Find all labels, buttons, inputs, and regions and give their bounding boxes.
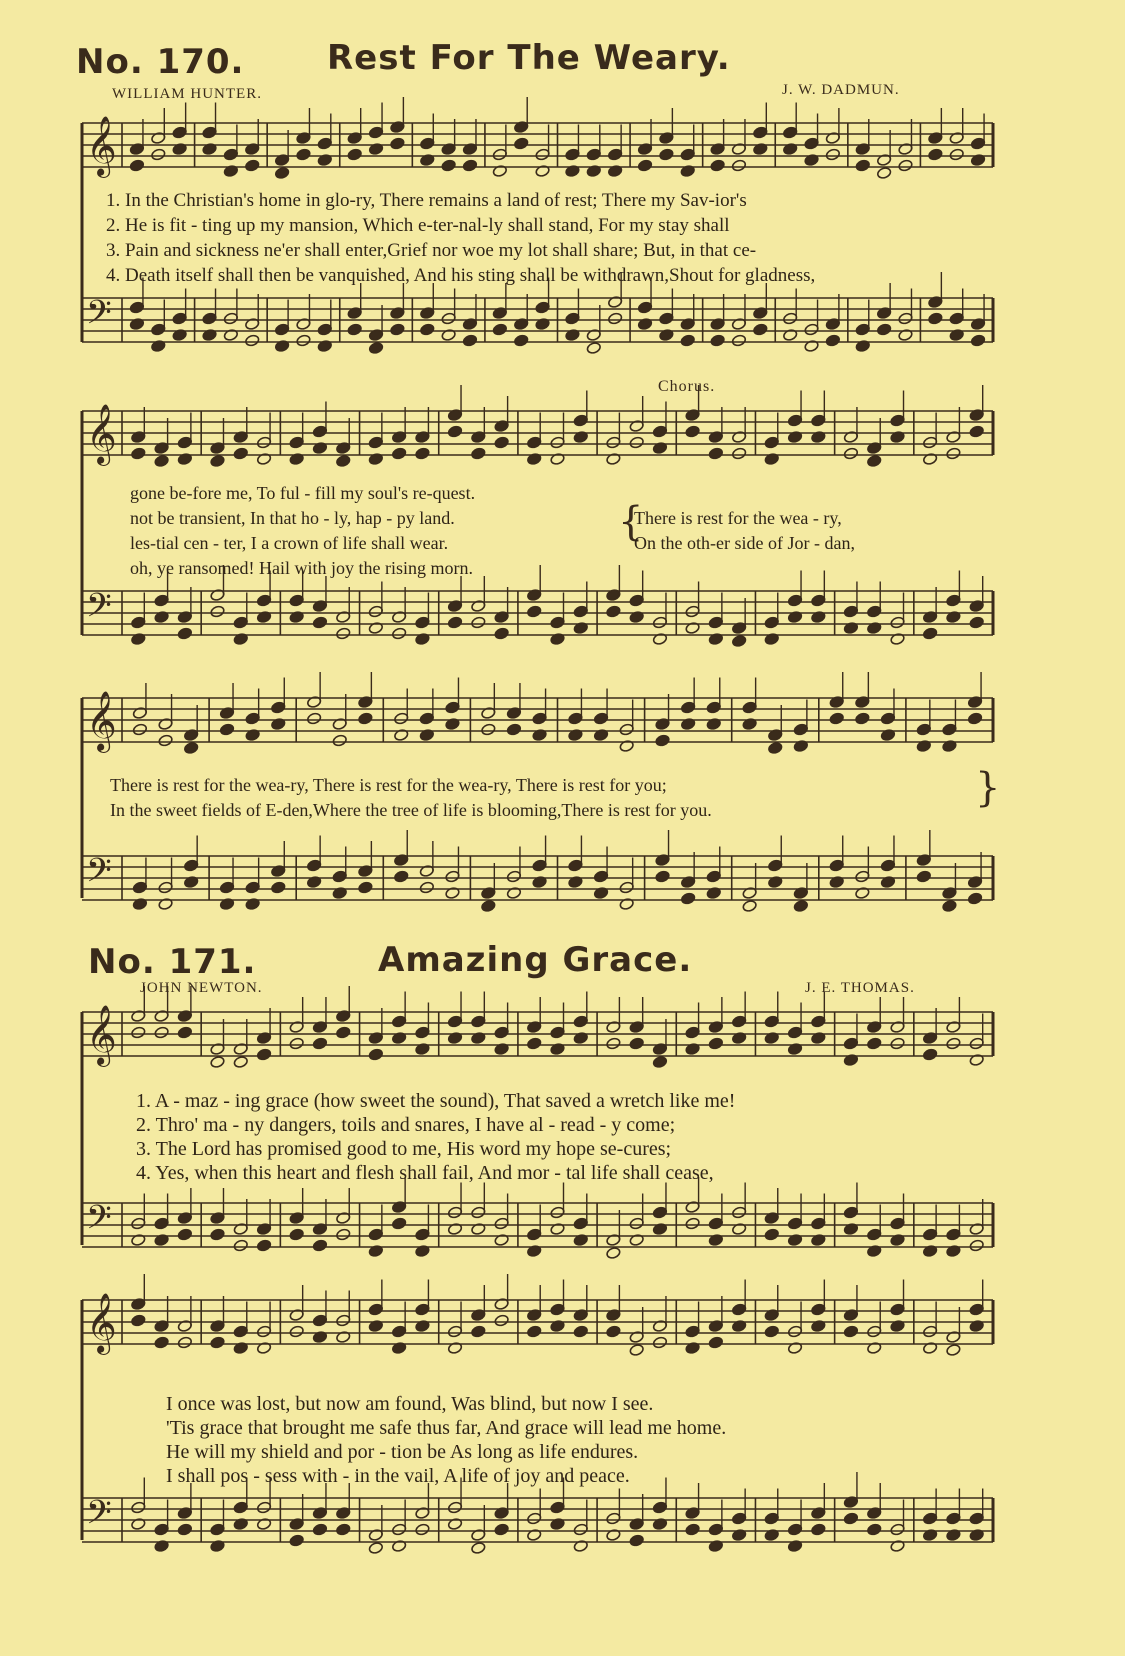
note-head	[946, 1343, 961, 1356]
note-head	[629, 436, 644, 449]
note-head	[210, 454, 225, 467]
note-head	[131, 1026, 146, 1039]
note-head	[177, 1228, 192, 1241]
note-head	[606, 605, 621, 618]
note-head	[132, 723, 147, 736]
bass-clef: 𝄢	[86, 294, 112, 340]
note-head	[731, 334, 746, 347]
hymn-170-chorus-end-brace: }	[975, 765, 1001, 811]
note-head	[764, 1228, 779, 1241]
note-head	[890, 1037, 905, 1050]
note-head	[629, 1343, 644, 1356]
treble-clef: 𝄞	[86, 404, 117, 464]
note-head	[183, 741, 198, 754]
note-head	[177, 627, 192, 640]
note-head	[768, 741, 783, 754]
note-head	[462, 159, 477, 172]
note-head	[177, 1523, 192, 1536]
bass-clef: 𝄢	[86, 852, 112, 898]
note-head	[471, 616, 486, 629]
hymn-170-chorus-start-2: On the oth-er side of Jor - dan,	[634, 533, 855, 553]
note-head	[606, 1246, 621, 1259]
note-head	[368, 1541, 383, 1554]
hymn-170-verse-2-line-a: 2. He is fit - ting up my mansion, Which e-ter-nal-ly shall stand, For my stay shall	[106, 215, 730, 236]
note-head	[415, 1523, 430, 1536]
note-head	[368, 1048, 383, 1061]
note-head	[527, 605, 542, 618]
note-head	[419, 881, 434, 894]
note-head	[158, 734, 173, 747]
bass-clef: 𝄢	[86, 1494, 112, 1540]
note-head	[928, 148, 943, 161]
note-head	[949, 148, 964, 161]
note-head	[946, 447, 961, 460]
note-head	[967, 892, 982, 905]
note-head	[415, 447, 430, 460]
note-head	[843, 1325, 858, 1338]
treble-clef: 𝄞	[86, 116, 117, 176]
note-head	[764, 1325, 779, 1338]
hymn-170-chorus-start-1: There is rest for the wea - ry,	[634, 508, 842, 528]
note-head	[233, 1239, 248, 1252]
hymn-170-author: WILLIAM HUNTER.	[112, 86, 262, 102]
hymn-170-title: Rest For The Weary.	[327, 38, 731, 78]
note-head	[731, 159, 746, 172]
note-head	[922, 627, 937, 640]
hymn-170-verse-2-line-b: not be transient, In that ho - ly, hap - py land.	[130, 508, 455, 528]
note-head	[347, 148, 362, 161]
note-head	[708, 447, 723, 460]
hymn-170-chorus-brace: {	[618, 499, 644, 545]
note-head	[481, 899, 496, 912]
note-head	[312, 1239, 327, 1252]
note-head	[606, 1037, 621, 1050]
note-head	[154, 454, 169, 467]
note-head	[969, 1239, 984, 1252]
hymn-170-verse-4-line-b: oh, ye ransomed! Hail with joy the rising morn.	[130, 558, 473, 578]
note-head	[506, 723, 521, 736]
note-head	[289, 1228, 304, 1241]
note-head	[942, 899, 957, 912]
note-head	[233, 1055, 248, 1068]
hymn-170-number: No. 170.	[76, 42, 245, 82]
note-head	[494, 1523, 509, 1536]
note-head	[969, 425, 984, 438]
note-head	[969, 616, 984, 629]
hymn-171-author: JOHN NEWTON.	[140, 980, 263, 996]
note-head	[655, 734, 670, 747]
hymn-170-verse-3-line-a: 3. Pain and sickness ne'er shall enter,Grief nor woe my lot shall share; But, in that ce-	[106, 240, 757, 261]
note-head	[967, 712, 982, 725]
note-head	[471, 447, 486, 460]
note-head	[336, 454, 351, 467]
note-head	[358, 712, 373, 725]
hymn-171-number: No. 171.	[88, 942, 257, 982]
hymn-170-verse-1-line-b: gone be-fore me, To ful - fill my soul's re-quest.	[130, 483, 476, 503]
note-head	[471, 1325, 486, 1338]
note-head	[629, 1037, 644, 1050]
hymn-171-verse-3-line-a: 3. The Lord has promised good to me, His word my hope se-cures;	[136, 1138, 672, 1160]
hymn-170-chorus-end-2: In the sweet fields of E-den,Where the tree of life is blooming,There is rest for you.	[110, 800, 712, 820]
note-head	[825, 334, 840, 347]
hymn-171-verse-2-line-a: 2. Thro' ma - ny dangers, toils and snares, I have al - read - y come;	[136, 1114, 676, 1136]
note-head	[289, 1037, 304, 1050]
note-head	[876, 166, 891, 179]
hymn-170-chorus-label: Chorus.	[658, 378, 716, 395]
note-head	[210, 605, 225, 618]
note-head	[177, 1026, 192, 1039]
note-head	[753, 323, 768, 336]
note-head	[289, 1325, 304, 1338]
note-head	[825, 148, 840, 161]
note-head	[296, 148, 311, 161]
hymn-170-verse-1-line-a: 1. In the Christian's home in glo-ry, There remains a land of rest; There my Sav-ior's	[106, 190, 747, 211]
note-head	[441, 159, 456, 172]
hymn-171-verse-2-line-b: 'Tis grace that brought me safe thus far, And grace will lead me home.	[166, 1417, 727, 1439]
note-head	[420, 323, 435, 336]
note-head	[271, 881, 286, 894]
note-head	[129, 159, 144, 172]
note-head	[731, 634, 746, 647]
note-head	[527, 1325, 542, 1338]
hymn-171-verse-1-line-a: 1. A - maz - ing grace (how sweet the sound), That saved a wretch like me!	[136, 1090, 736, 1112]
hymn-170-chorus-end-1: There is rest for the wea-ry, There is rest for the wea-ry, There is rest for you;	[110, 775, 667, 795]
note-head	[685, 425, 700, 438]
note-head	[916, 870, 931, 883]
note-head	[494, 1314, 509, 1327]
note-head	[527, 1037, 542, 1050]
note-head	[970, 334, 985, 347]
note-head	[245, 334, 260, 347]
note-head	[867, 1523, 882, 1536]
note-head	[391, 447, 406, 460]
note-head	[312, 1523, 327, 1536]
hymn-171-verse-3-line-b: He will my shield and por - tion be As long as life endures.	[166, 1441, 639, 1463]
note-head	[652, 1055, 667, 1068]
note-head	[494, 436, 509, 449]
note-head	[336, 1523, 351, 1536]
note-head	[876, 323, 891, 336]
note-head	[708, 1336, 723, 1349]
note-head	[710, 159, 725, 172]
hymn-170-verse-4-line-a: 4. Death itself shall then be vanquished, And his sting shall be withdrawn,Shout for gladness,	[106, 265, 816, 286]
note-head	[685, 1523, 700, 1536]
note-head	[210, 1055, 225, 1068]
hymn-171-verse-1-line-b: I once was lost, but now am found, Was blind, but now I see.	[166, 1393, 654, 1415]
note-head	[855, 159, 870, 172]
note-head	[447, 616, 462, 629]
note-head	[652, 1336, 667, 1349]
note-head	[233, 447, 248, 460]
note-head	[514, 334, 529, 347]
note-head	[573, 1325, 588, 1338]
note-head	[289, 1534, 304, 1547]
note-head	[210, 1228, 225, 1241]
note-head	[296, 334, 311, 347]
note-head	[391, 627, 406, 640]
note-head	[336, 1026, 351, 1039]
note-head	[922, 1048, 937, 1061]
note-head	[514, 137, 529, 150]
note-head	[731, 447, 746, 460]
note-head	[274, 166, 289, 179]
note-head	[655, 870, 670, 883]
note-head	[586, 341, 601, 354]
hymn-170-verse-3-line-b: les-tial cen - ter, I a crown of life shall wear.	[130, 533, 449, 553]
note-head	[245, 159, 260, 172]
note-head	[154, 1026, 169, 1039]
note-head	[347, 323, 362, 336]
note-head	[843, 447, 858, 460]
note-head	[710, 334, 725, 347]
note-head	[629, 1534, 644, 1547]
note-head	[312, 616, 327, 629]
note-head	[306, 712, 321, 725]
note-head	[928, 312, 943, 325]
note-head	[867, 1037, 882, 1050]
note-head	[390, 323, 405, 336]
note-head	[131, 447, 146, 460]
note-head	[390, 137, 405, 150]
note-head	[867, 454, 882, 467]
note-head	[336, 627, 351, 640]
note-head	[793, 899, 808, 912]
note-head	[481, 723, 496, 736]
note-head	[447, 425, 462, 438]
treble-clef: 𝄞	[86, 1293, 117, 1353]
note-head	[256, 1239, 271, 1252]
note-head	[394, 870, 409, 883]
note-head	[312, 1037, 327, 1050]
note-head	[606, 1325, 621, 1338]
bass-clef: 𝄢	[86, 1199, 112, 1245]
note-head	[471, 1541, 486, 1554]
hymn-171-title: Amazing Grace.	[378, 940, 693, 980]
note-head	[708, 1037, 723, 1050]
hymn-171-verse-4-line-a: 4. Yes, when this heart and flesh shall fail, And mor - tal life shall cease,	[136, 1162, 714, 1184]
note-head	[154, 1336, 169, 1349]
note-head	[332, 734, 347, 747]
treble-clef: 𝄞	[86, 691, 117, 751]
hymn-170-composer: J. W. DADMUN.	[782, 82, 900, 98]
note-head	[358, 881, 373, 894]
note-head	[607, 312, 622, 325]
note-head	[210, 1336, 225, 1349]
note-head	[680, 892, 695, 905]
note-head	[946, 1037, 961, 1050]
note-head	[219, 723, 234, 736]
treble-clef: 𝄞	[86, 1005, 117, 1065]
note-head	[492, 323, 507, 336]
bass-clef: 𝄢	[86, 587, 112, 633]
note-head	[391, 1217, 406, 1230]
note-head	[659, 148, 674, 161]
hymn-171-composer: J. E. THOMAS.	[805, 980, 915, 996]
note-head	[685, 1217, 700, 1230]
note-head	[742, 899, 757, 912]
note-head	[811, 1523, 826, 1536]
note-head	[843, 1512, 858, 1525]
note-head	[462, 334, 477, 347]
note-head	[368, 341, 383, 354]
note-head	[336, 1228, 351, 1241]
note-head	[494, 627, 509, 640]
note-head	[131, 1314, 146, 1327]
note-head	[829, 712, 844, 725]
note-head	[177, 1336, 192, 1349]
note-head	[680, 334, 695, 347]
note-head	[898, 159, 913, 172]
note-head	[151, 148, 166, 161]
hymn-171-verse-4-line-b: I shall pos - sess with - in the vail, A life of joy and peace.	[166, 1465, 630, 1487]
note-head	[256, 1048, 271, 1061]
note-head	[637, 159, 652, 172]
note-head	[855, 712, 870, 725]
